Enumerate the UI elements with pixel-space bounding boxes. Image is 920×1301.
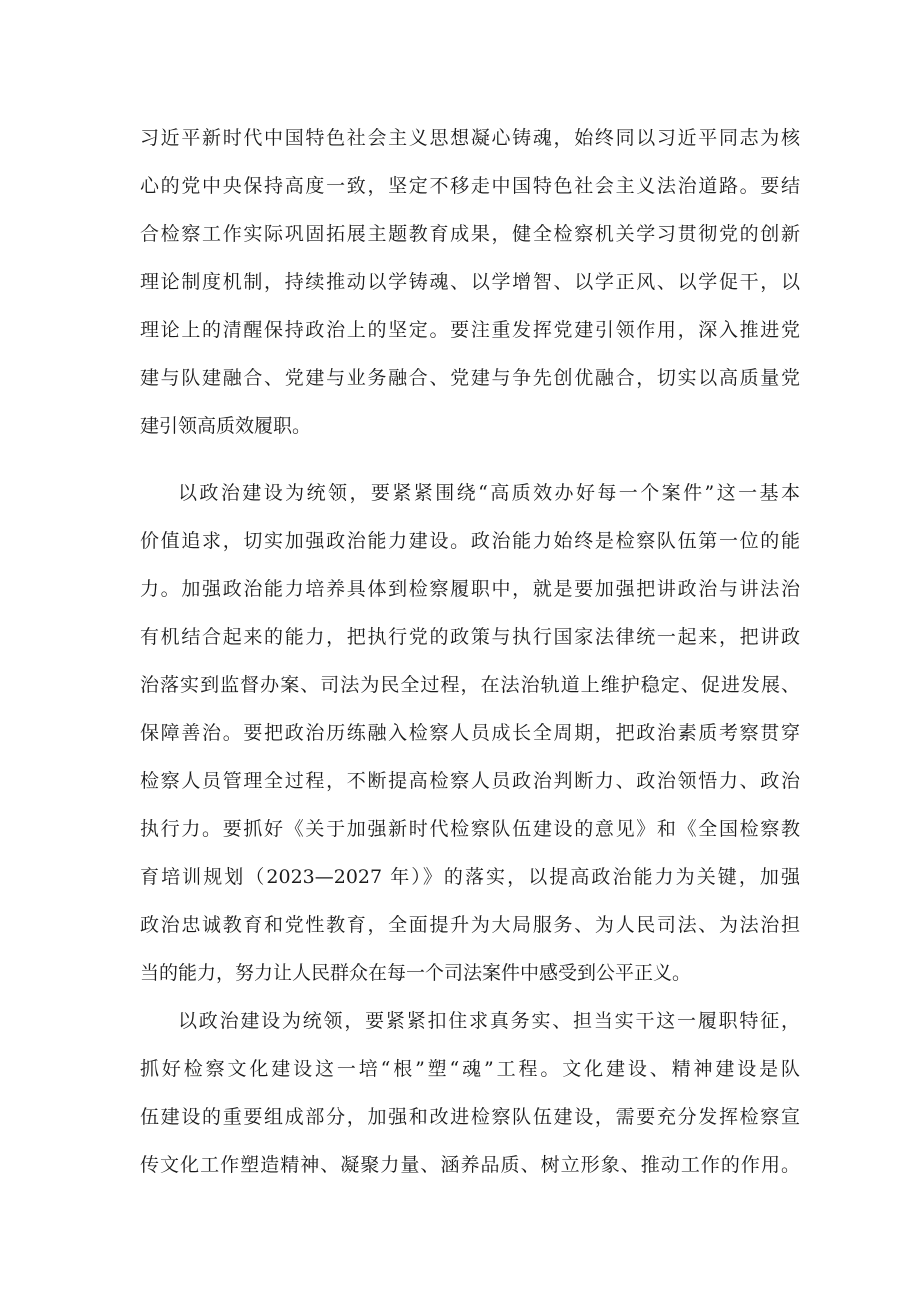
paragraph-line: 检察人员管理全过程，不断提高检察人员政治判断力、政治领悟力、政治 bbox=[140, 770, 800, 792]
paragraph-line: 伍建设的重要组成部分，加强和改进检察队伍建设，需要充分发挥检察宣 bbox=[140, 1106, 800, 1128]
paragraph-line: 建与队建融合、党建与业务融合、党建与争先创优融合，切实以高质量党 bbox=[140, 367, 800, 389]
paragraph-line: 抓好检察文化建设这一培“根”塑“魂”工程。文化建设、精神建设是队 bbox=[140, 1058, 800, 1080]
paragraph-line: 传文化工作塑造精神、凝聚力量、涵养品质、树立形象、推动工作的作用。 bbox=[140, 1154, 800, 1176]
paragraph-line: 心的党中央保持高度一致，坚定不移走中国特色社会主义法治道路。要结 bbox=[140, 175, 800, 197]
paragraph-line: 当的能力，努力让人民群众在每一个司法案件中感受到公平正义。 bbox=[140, 962, 692, 984]
paragraph-line: 合检察工作实际巩固拓展主题教育成果，健全检察机关学习贯彻党的创新 bbox=[140, 223, 800, 245]
paragraph-line: 建引领高质效履职。 bbox=[140, 415, 312, 437]
paragraph-line: 理论上的清醒保持政治上的坚定。要注重发挥党建引领作用，深入推进党 bbox=[140, 319, 800, 341]
paragraph-line: 执行力。要抓好《关于加强新时代检察队伍建设的意见》和《全国检察教 bbox=[140, 818, 800, 840]
paragraph-line: 治落实到监督办案、司法为民全过程，在法治轨道上维护稳定、促进发展、 bbox=[140, 674, 800, 696]
paragraph-line: 习近平新时代中国特色社会主义思想凝心铸魂，始终同以习近平同志为核 bbox=[140, 127, 800, 149]
paragraph-line: 价值追求，切实加强政治能力建设。政治能力始终是检察队伍第一位的能 bbox=[140, 530, 800, 552]
paragraph-line: 政治忠诚教育和党性教育，全面提升为大局服务、为人民司法、为法治担 bbox=[140, 914, 800, 936]
paragraph-line: 理论制度机制，持续推动以学铸魂、以学增智、以学正风、以学促干，以 bbox=[140, 271, 800, 293]
paragraph-line: 以政治建设为统领，要紧紧围绕“高质效办好每一个案件”这一基本 bbox=[178, 482, 800, 504]
paragraph-line: 力。加强政治能力培养具体到检察履职中，就是要加强把讲政治与讲法治 bbox=[140, 578, 800, 600]
paragraph-line: 育培训规划（2023—2027 年）》的落实，以提高政治能力为关键，加强 bbox=[140, 866, 800, 888]
paragraph-line: 以政治建设为统领，要紧紧扣住求真务实、担当实干这一履职特征， bbox=[178, 1010, 800, 1032]
paragraph-line: 保障善治。要把政治历练融入检察人员成长全周期，把政治素质考察贯穿 bbox=[140, 722, 800, 744]
paragraph-line: 有机结合起来的能力，把执行党的政策与执行国家法律统一起来，把讲政 bbox=[140, 626, 800, 648]
